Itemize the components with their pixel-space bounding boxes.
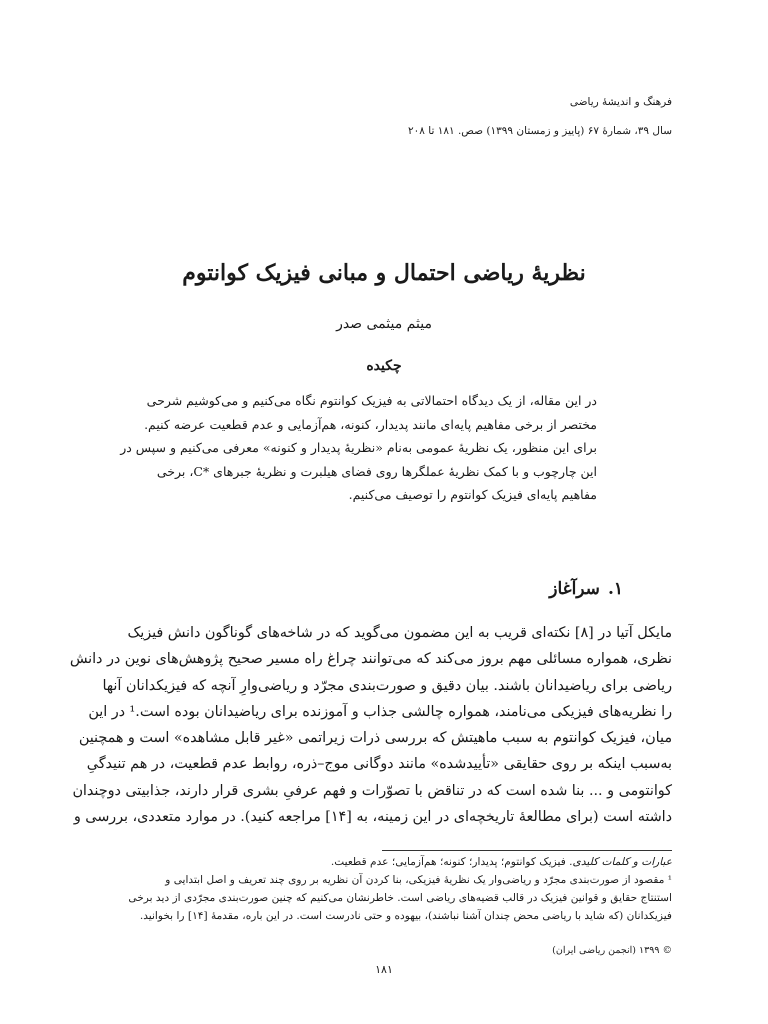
author-name: میثم میثمی صدر: [336, 316, 432, 332]
footnote-1: [94, 871, 672, 925]
abstract-line: برای این منظور، یک نظریهٔ عمومی به‌نام «نظریهٔ پدیدار و کنونه» معرفی می‌کنیم و سپس در: [120, 440, 597, 455]
abstract-line: مختصر از برخی مفاهیم پایه‌ای مانند پدیدار، کنونه، هم‌آزمایی و عدم قطعیت عرضه کنیم.: [144, 416, 597, 432]
page-number: ۱۸۱: [375, 963, 393, 976]
footnote-line: ¹ مقصود از صورت‌بندی مجرّد و ریاضی‌وار یک نظریهٔ فیزیکی، بنا کردن آن نظریه بر روی چند تعریف و اصل ابتدایی و: [165, 874, 672, 886]
keywords-footnote: [94, 853, 672, 871]
abstract-line: در این مقاله، از یک دیدگاه احتمالاتی به فیزیک کوانتوم نگاه می‌کنیم و می‌کوشیم شرحی: [146, 393, 597, 408]
body-line: داشته است (برای مطالعهٔ تاریخچه‌ای در این زمینه، به [۱۴] مراجعه کنید). در موارد متعددی، بررسی و: [73, 809, 672, 826]
section-heading: [541, 579, 623, 599]
body-text: [69, 620, 672, 830]
body-line: میان، فیزیک کوانتوم به سبب ماهیتش که بررسی ذرات زیراتمی «غیر قابل مشاهده» است و همچنین: [78, 730, 672, 747]
abstract-body: [120, 389, 597, 507]
abstract-heading: چکیده: [366, 358, 402, 374]
keywords-label: عبارات و کلمات کلیدی.: [569, 856, 672, 868]
body-line: ریاضی برای ریاضیدانان باشند. بیان دقیق و صورت‌بندی مجرّد و ریاضی‌وارِ آنچه که فیزیکدانان آنها: [102, 677, 672, 694]
keywords-text: فیزیک کوانتوم؛ پدیدار؛ کنونه؛ هم‌آزمایی؛ عدم قطعیت.: [330, 856, 566, 868]
body-line: نظری، همواره مسائلی مهم بروز می‌کند که می‌توانند چراغ راه مسیر صحیح پژوهش‌های نوین در دانش: [69, 651, 672, 668]
copyright-notice: © ۱۳۹۹ (انجمن ریاضی ایران): [552, 945, 672, 956]
footnote-line: فیزیکدانان (که شاید با ریاضی محض چندان آشنا نباشند)، بیهوده و حتی نادرست است. در این باره، مقدمهٔ [۱۴] را بخوانید.: [139, 910, 672, 922]
body-line: کوانتومی و ... بنا شده است که در تناقض با تصوّرات و فهم عرفیِ بشری قرار دارند، جذابیتی دوچندان: [72, 782, 672, 799]
abstract-line: مفاهیم پایه‌ای فیزیک کوانتوم را توصیف می‌کنیم.: [348, 487, 597, 502]
paper-title: نظریهٔ ریاضی احتمال و مبانی فیزیک کوانتوم: [182, 260, 586, 286]
section-title: سرآغاز: [549, 579, 600, 599]
footnote-rule: [382, 850, 672, 851]
body-line: را نظریه‌های فیزیکی می‌نامند، همواره چالشی جذاب و آموزنده برای ریاضیدانان بوده است.¹ در این: [88, 703, 672, 720]
section-number: ۱.: [607, 579, 623, 599]
body-line: مایکل آتیا در [۸] نکته‌ای قریب به این مضمون می‌گوید که در شاخه‌های گوناگون دانش فیزیک: [127, 625, 672, 641]
body-line: به‌سبب اینکه بر روی حقایقی «تأییدشده» مانند دوگانی موج–ذره، روابط عدم قطعیت، در هم تنیدگیِ: [86, 756, 672, 773]
journal-name: فرهنگ و اندیشهٔ ریاضی: [569, 96, 672, 108]
abstract-line: این چارچوب و با کمک نظریهٔ عملگرها روی فضای هیلبرت و نظریهٔ جبرهای *C، برخی: [156, 463, 597, 479]
issue-info: سال ۳۹، شمارهٔ ۶۷ (پاییز و زمستان ۱۳۹۹) صص. ۱۸۱ تا ۲۰۸: [407, 125, 672, 137]
footnote-line: استنتاج حقایق و قوانین فیزیک در قالب قضیه‌های ریاضی است. خاطرنشان می‌کنیم که چنین صورت‌بندی مجرّدی از دید برخی: [128, 892, 672, 904]
